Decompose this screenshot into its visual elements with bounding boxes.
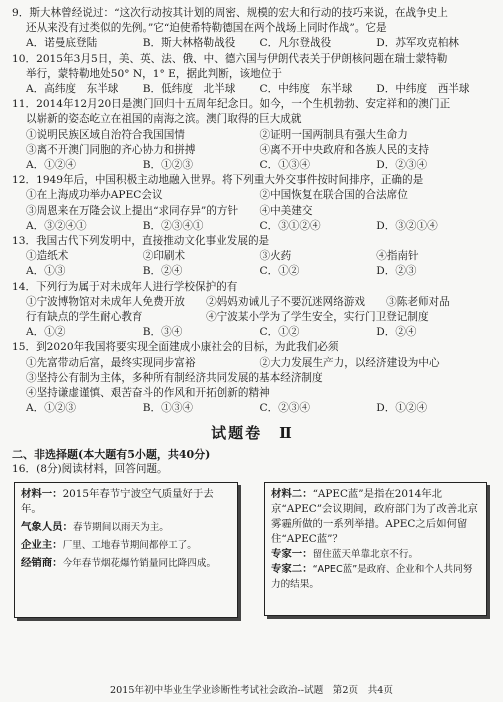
sub-item: ①造纸术: [26, 250, 69, 263]
sub-items: [12, 188, 493, 218]
options: [12, 82, 493, 97]
material-label: 材料二：: [271, 487, 313, 500]
options: [12, 401, 493, 416]
option-b: B．②③④①: [142, 219, 204, 232]
option-d: D．中纬度 西半球: [376, 83, 470, 96]
option-b: B．低纬度 北半球: [142, 83, 236, 96]
question-stem-cont: 以崭新的姿态屹立在祖国的南海之滨。澳门取得的巨大成就: [26, 113, 302, 126]
speaker-label: 专家二：: [271, 562, 313, 575]
material-label: 材料一：: [21, 487, 63, 500]
option-a: A．①②: [26, 326, 66, 339]
speaker-text: 今年春节烟花爆竹销量同比降四成。: [62, 557, 217, 569]
option-c: C．①②: [259, 265, 300, 278]
sub-item: ④指南针: [376, 250, 419, 263]
sub-item: ②证明一国两制具有强大生命力: [259, 128, 408, 141]
option-b: B．③④: [142, 326, 183, 339]
speaker-label: 气象人员：: [21, 520, 73, 533]
material-two-box: [264, 482, 487, 616]
options: [12, 325, 493, 340]
option-a: A．③②④①: [26, 219, 87, 232]
question-12: [12, 173, 493, 234]
question-stem-cont: 还从来没有过类似的先例。”它“迫使希特勒德国在两个战场上同时作战”。它是: [26, 22, 387, 35]
options: [12, 158, 493, 173]
speaker-label: 经销商：: [21, 556, 63, 569]
question-14: [12, 280, 493, 341]
option-b: B．②④: [142, 265, 183, 278]
speaker-text: 留住蓝天单靠北京不行。: [312, 548, 419, 560]
question-13: [12, 234, 493, 280]
question-stem: 14．下列行为属于对未成年人进行学校保护的有: [12, 280, 238, 293]
material-text: “APEC蓝”是指在2014年北京“APEC”会议期间，政府部门为了改善北京雾霾所做的一系列举措。APEC之后如何留住“APEC蓝”？: [271, 487, 478, 545]
option-c: C．中纬度 东半球: [259, 83, 353, 96]
sub-items: [12, 128, 493, 158]
sub-item: ③周恩来在万隆会议上提出“求同存异”的方针: [26, 204, 239, 217]
options: [12, 264, 493, 279]
question-16-stem: 16．(8分)阅读材料，回答问题。: [12, 463, 168, 476]
speaker-text: 厂里、工地春节期间都停工了。: [62, 539, 197, 551]
material-text: 2015年春节宁波空气质量好于去年。: [21, 487, 214, 515]
section-title: 试题卷 Ⅱ: [211, 424, 294, 443]
sub-item: ①说明民族区域自治符合我国国情: [26, 128, 185, 141]
sub-item: ④离不开中央政府和各族人民的支持: [259, 143, 429, 156]
question-stem-cont: 举行，蒙特勒地处50° N，1° E，据此判断，该地位于: [26, 67, 282, 80]
speaker-text: 春节期间以雨天为主。: [72, 521, 169, 533]
question-stem: 13．我国古代下列发明中，直接推动文化事业发展的是: [12, 235, 270, 248]
question-15: [12, 340, 493, 416]
sub-item: ④坚持谦虚谨慎、艰苦奋斗的作风和开拓创新的精神: [26, 387, 270, 400]
option-a: A．①②④: [26, 159, 77, 172]
option-b: B．①③④: [142, 402, 193, 415]
materials: [12, 482, 493, 618]
question-10: [12, 52, 493, 98]
sub-items: [12, 249, 493, 264]
question-stem: 9．斯大林曾经说过：“这次行动按其计划的周密、规模的宏大和行动的技巧来说，在战争史上: [12, 7, 448, 19]
sub-items-line: ①宁波博物馆对未成年人免费开放 ②妈妈劝诫儿子不要沉迷网络游戏 ③陈老师对品: [26, 295, 450, 308]
sub-item: ④中美建交: [259, 204, 313, 217]
speaker-label: 企业主：: [21, 538, 63, 551]
option-c: C．凡尔登战役: [259, 37, 332, 50]
question-stem: 15．到2020年我国将要实现全面建成小康社会的目标，为此我们必须: [12, 341, 339, 354]
question-11: [12, 97, 493, 173]
sub-item: ①在上海成功举办APEC会议: [26, 189, 163, 202]
sub-item: ②印刷术: [142, 250, 186, 263]
sub-item: ①先富带动后富，最终实现同步富裕: [26, 356, 196, 369]
options: [12, 36, 493, 51]
page-footer: 2015年初中毕业生学业诊断性考试社会政治--试题 第2页 共4页: [110, 685, 393, 696]
option-a: A．①②③: [26, 402, 77, 415]
option-c: C．①②: [259, 326, 300, 339]
question-stem: 10．2015年3月5日，美、英、法、俄、中、德六国与伊朗代表关于伊朗核问题在瑞士蒙特勒: [12, 52, 448, 65]
sub-item: ②大力发展生产力，以经济建设为中心: [259, 356, 440, 369]
sub-item: ②中国恢复在联合国的合法席位: [259, 189, 408, 202]
question-stem: 12．1949年后，中国积极主动地融入世界。将下列重大外交事件按时间排序，正确的是: [12, 174, 424, 187]
sub-items-line: 行有缺点的学生耐心教育 ④宁波某小学为了学生安全，实行门卫登记制度: [26, 311, 429, 324]
question-9: [12, 6, 493, 52]
option-d: D．②③④: [376, 159, 428, 172]
option-a: A．①③: [26, 265, 66, 278]
option-a: A．诺曼底登陆: [26, 37, 98, 50]
option-a: A．高纬度 东半球: [26, 83, 119, 96]
options: [12, 219, 493, 234]
sub-item: ③火药: [259, 250, 292, 263]
speaker-label: 专家一：: [271, 547, 313, 560]
option-c: C．③①②④: [259, 219, 321, 232]
sub-items: [12, 356, 493, 402]
option-d: D．②③: [376, 265, 417, 278]
option-b: B．斯大林格勒战役: [142, 37, 236, 50]
option-c: C．①③④: [259, 159, 310, 172]
question-stem: 11．2014年12月20日是澳门回归十五周年纪念日。如今，一个生机勃勃、安定祥和的澳门正: [12, 98, 451, 111]
option-c: C．②③④: [259, 402, 310, 415]
option-b: B．①②③: [142, 159, 193, 172]
sub-item: ③坚持公有制为主体，多种所有制经济共同发展的基本经济制度: [26, 371, 323, 384]
part-heading: 二、非选择题(本大题有5小题，共40分): [12, 448, 211, 462]
option-d: D．苏军攻克柏林: [376, 37, 459, 50]
option-d: D．②④: [376, 326, 417, 339]
option-d: D．③②①④: [376, 219, 438, 232]
option-d: D．①②④: [376, 402, 428, 415]
speaker-text: “APEC蓝”是政府、企业和个人共同努力的结果。: [271, 563, 473, 590]
sub-item: ③离不开澳门同胞的齐心协力和拼搏: [26, 143, 196, 156]
material-one-box: [14, 482, 238, 618]
